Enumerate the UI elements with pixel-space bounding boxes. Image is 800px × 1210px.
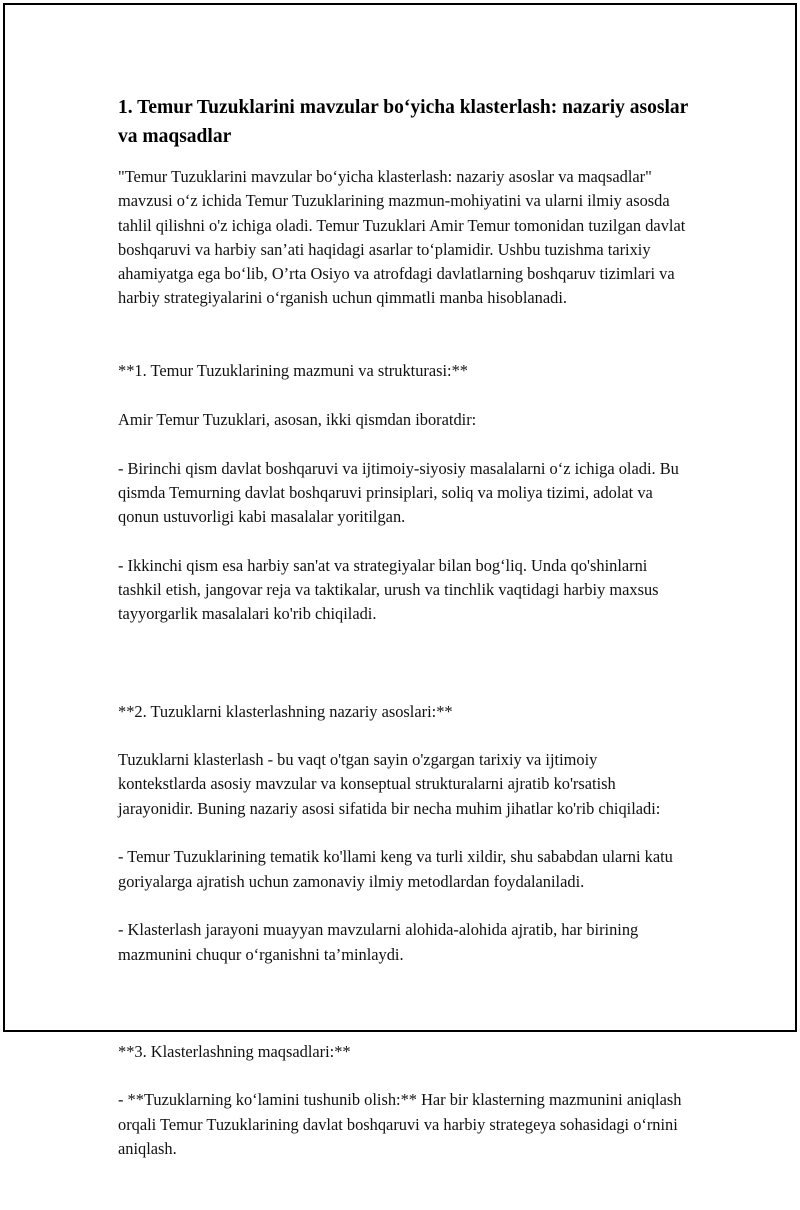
document-body [118,93,688,1210]
section-2 [118,675,688,991]
section-heading: **2. Tuzuklarni klasterlashning nazariy asoslari:** [118,701,453,721]
document-title: 1. Temur Tuzuklarini mavzular bo‘yicha klasterlash: nazariy asoslar va maqsadlar [118,97,688,147]
intro-paragraph: "Temur Tuzuklarini mavzular bo‘yicha klasterlash: nazariy asoslar va maqsadlar" mavzusi o‘z ichida Temur Tuzuklarining mazmun-mohiyatini va ularni ilmiy asosda tahlil qilishni o'z ichiga oladi. Temur Tuzuklari Amir Temur tomonidan tuzilgan davlat boshqaruvi va harbiy san’ati haqidagi asarlar to‘plamidir. Ushbu tuzishma tarixiy ahamiyatga ega bo‘lib, O’rta Osiyo va atrofdagi davlatlarning boshqaruv tizimlari va harbiy strategiyalarini o‘rganish uchun qimmatli manba hisoblanadi. [118,167,686,308]
section-lead: Tuzuklarni klasterlash - bu vaqt o'tgan sayin o'zgargan tarixiy va ijtimoiy kontekstlarda asosiy mavzular va konseptual strukturalarni ajratib ko'rsatish jarayonidir. Buning nazariy asosi sifatida bir necha muhim jihatlar ko'rib chiqiladi: [118,750,661,818]
section-3 [118,1015,688,1185]
section-heading: **1. Temur Tuzuklarining mazmuni va strukturasi:** [118,361,469,381]
section-lead: Amir Temur Tuzuklari, asosan, ikki qismdan iboratdir: [118,409,477,429]
list-item: - Birinchi qism davlat boshqaruvi va ijtimoiy-siyosiy masalalarni o‘z ichiga oladi. Bu qismda Temurning davlat boshqaruvi prinsiplari, soliq va moliya tizimi, adolat va qonun ustuvorligi kabi masalalar yoritilgan. [118,458,679,527]
section-heading: **3. Klasterlashning maqsadlari:** [118,1041,351,1061]
list-item: - Ikkinchi qism esa harbiy san'at va strategiyalar bilan bog‘liq. Unda qo'shinlarni tashkil etish, jangovar reja va taktikalar, urush va tinchlik vaqtidagi harbiy maxsus tayyorgarlik masalalari ko'rib chiqiladi. [118,555,659,624]
list-item: - Klasterlash jarayoni muayyan mavzularni alohida-alohida ajratib, har birining mazmunini chuqur o‘rganishni ta’minlaydi. [118,920,639,964]
list-item: - **Tuzuklarning ko‘lamini tushunib olish:** Har bir klasterning mazmunini aniqlash orqali Temur Tuzuklarining davlat boshqaruvi va harbiy strategeya sohasidagi o‘rnini aniqlash. [118,1090,682,1158]
list-item: - Temur Tuzuklarining tematik ko'llami keng va turli xildir, shu sababdan ularni katu goriyalarga ajratish uchun zamonaviy ilmiy metodlardan foydalaniladi. [118,847,673,891]
section-1 [118,335,688,651]
